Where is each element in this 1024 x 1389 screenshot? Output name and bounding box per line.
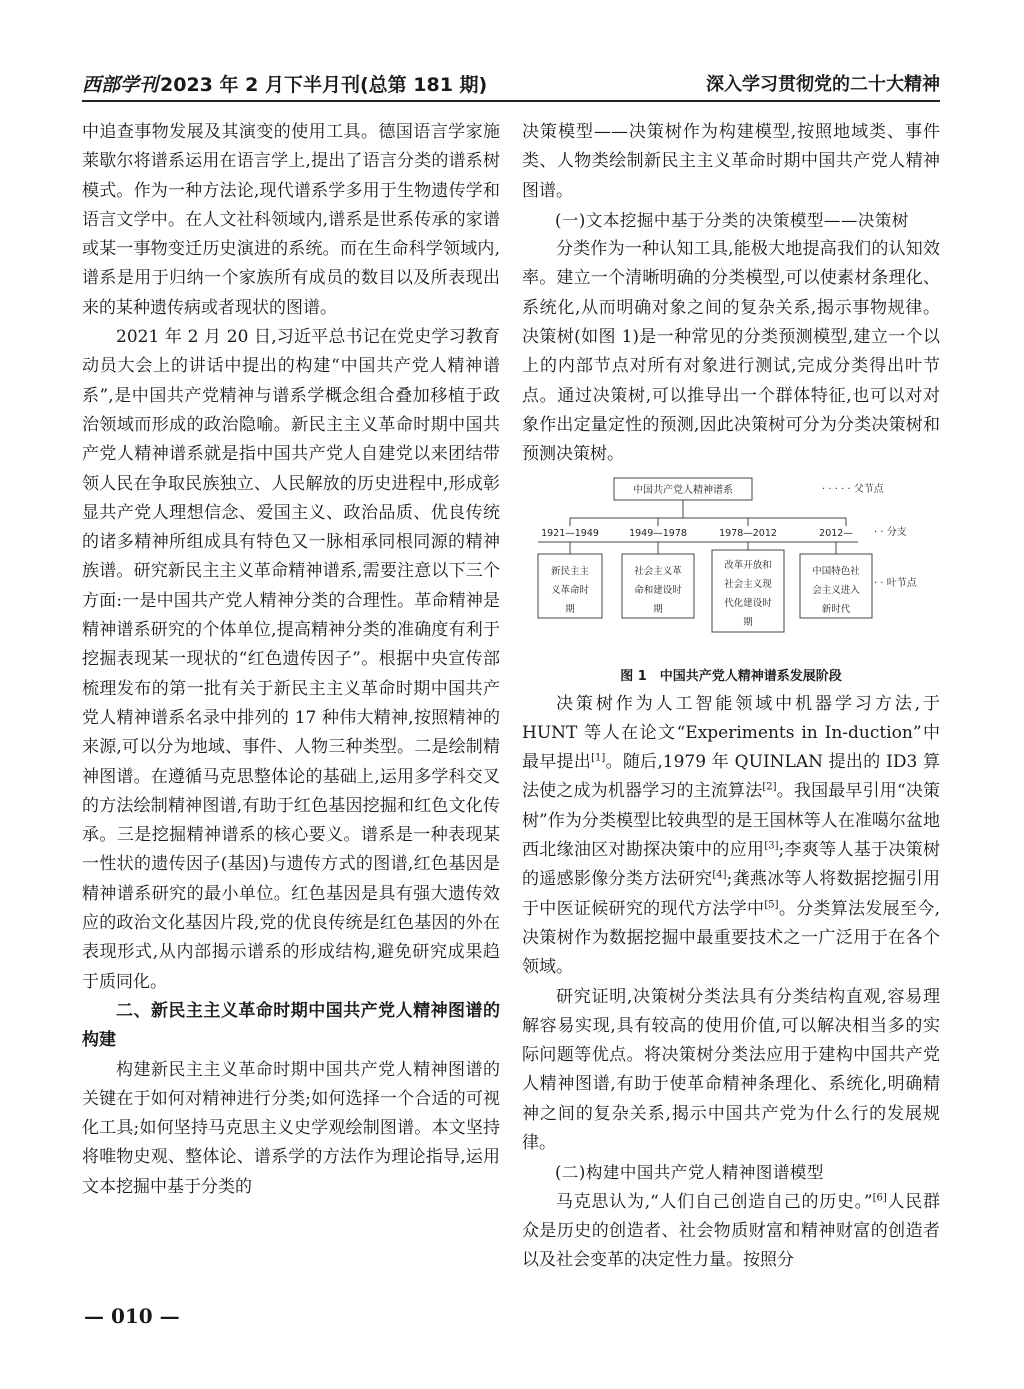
leaf-text: 改革开放和 <box>724 559 772 571</box>
leaf-text: 命和建设时 <box>634 584 682 596</box>
leaf-text: 中国特色社 <box>812 565 860 577</box>
branch-label: 1921—1949 <box>541 527 599 539</box>
leaf-text: 期 <box>653 603 663 615</box>
leaf-text: 期 <box>565 603 575 615</box>
branch-label: 1949—1978 <box>629 527 687 539</box>
leaf-text: 新民主主 <box>550 565 590 577</box>
root-node-label: 中国共产党人精神谱系 <box>633 484 733 496</box>
subsection-heading: (二)构建中国共产党人精神图谱模型 <box>555 1163 824 1183</box>
leaf-text: 期 <box>743 616 753 628</box>
paragraph: 分类作为一种认知工具,能极大地提高我们的认知效率。建立一个清晰明确的分类模型,可以使素材条理化、系统化,从而明确对象之间的复杂关系,揭示事物规律。决策树(如图 1)是一种常见的分类预测模型,建立一个以上的内部节点对所有对象进行测试,完成分类得出叶节点。通过决策树,可以推导出一个群体特征,也可以对对象作出定量定性的预测,因此决策树可分为分类决策树和预测决策树。 <box>522 239 940 465</box>
leaf-text: 新时代 <box>821 603 851 615</box>
paragraph: 2021 年 2 月 20 日,习近平总书记在党史学习教育动员大会上的讲话中提出的构建“中国共产党人精神谱系”,是中国共产党精神与谱系学概念组合叠加移植于政治领域而形成的政治隐喻。新民主主义革命时期中国共产党人精神谱系就是指中国共产党人自建党以来团结带领人民在争取民族独立、人民解放的历史进程中,形成彰显共产党人理想信念、爱国主义、政治品质、优良传统的诸多精神所组成具有特色又一脉相承同根同源的精神族谱。研究新民主主义革命精神谱系,需要注意以下三个方面:一是中国共产党人精神分类的合理性。革命精神是精神谱系研究的个体单位,提高精神分类的准确度有利于挖掘表现某一现状的“红色遗传因子”。根据中央宣传部梳理发布的第一批有关于新民主主义革命时期中国共产党人精神谱系名录中排列的 17 种伟大精神,按照精神的来源,可以分为地域、事件、人物三种类型。二是绘制精神图谱。在遵循马克思整体论的基础上,运用多学科交叉的方法绘制精神图谱,有助于红色基因挖掘和红色文化传承。三是挖掘精神谱系的核心要义。谱系是一种表现某一性状的遗传因子(基因)与遗传方式的图谱,红色基因是精神谱系研究的最小单位。红色基因是具有强大遗传效应的政治文化基因片段,党的优良传统是红色基因的外在表现形式,从内部揭示谱系的形成结构,避免研究成果趋于质同化。 <box>82 327 500 992</box>
paragraph: 决策模型——决策树作为构建模型,按照地域类、事件类、人物类绘制新民主主义革命时期中国共产党人精神图谱。 <box>522 122 940 201</box>
journal-logo: 西部学刊 <box>82 74 159 96</box>
subsection-heading: (一)文本挖掘中基于分类的决策模型——决策树 <box>555 210 909 230</box>
leaf-text: 社会主义现 <box>724 578 772 590</box>
leaf-text: 会主义进入 <box>812 584 860 596</box>
legend-leaf: · · 叶节点 <box>874 577 917 589</box>
paragraph: 决策树作为人工智能领域中机器学习方法,于 HUNT 等人在论文“Experiments in In-duction”中最早提出[1]。随后,1979 年 QUINLAN 提出的 ID3 算法使之成为机器学习的主流算法[2]。我国最早引用“决策树”作为分类模型比较典型的是王国林等人在准噶尔盆地西北缘油区对勘探决策中的应用[3];李爽等人基于决策树的遥感影像分类方法研究[4];龚燕冰等人将数据挖掘引用于中医证候研究的现代方法学中[5]。分类算法发展至今,决策树作为数据挖掘中最重要技术之一广泛用于在各个领域。 <box>522 693 941 978</box>
paragraph: 中追查事物发展及其演变的使用工具。德国语言学家施莱歇尔将谱系运用在语言学上,提出了语言分类的谱系树模式。作为一种方法论,现代谱系学多用于生物遗传学和语言文学中。在人文社科领域内,谱系是世系传承的家谱或某一事物变迁历史演进的系统。而在生命科学领域内,谱系是用于归纳一个家族所有成员的数目以及所表现出来的某种遗传病或者现状的图谱。 <box>82 122 500 318</box>
leaf-text: 代化建设时 <box>724 597 772 609</box>
paragraph: 构建新民主主义革命时期中国共产党人精神图谱的关键在于如何对精神进行分类;如何选择一个合适的可视化工具;如何坚持马克思主义史学观绘制图谱。本文坚持将唯物史观、整体论、谱系学的方法作为理论指导,运用文本挖掘中基于分类的 <box>82 1059 500 1197</box>
figure-caption: 图 1 中国共产党人精神谱系发展阶段 <box>620 668 842 684</box>
issue-info: 2023 年 2 月下半月刊(总第 181 期) <box>160 74 488 96</box>
section-title: 深入学习贯彻党的二十大精神 <box>706 74 940 95</box>
legend-branch: · · 分支 <box>874 526 907 538</box>
tree-diagram <box>522 474 940 662</box>
paragraph: 研究证明,决策树分类法具有分类结构直观,容易理解容易实现,具有较高的使用价值,可以解决相当多的实际问题等优点。将决策树分类法应用于建构中国共产党人精神图谱,有助于使革命精神条理化、系统化,明确精神之间的复杂关系,揭示中国共产党为什么行的发展规律。 <box>522 986 940 1154</box>
page-header <box>82 68 940 102</box>
branch-label: 2012— <box>819 527 853 539</box>
section-heading: 二、新民主主义革命时期中国共产党人精神图谱的构建 <box>82 1000 500 1051</box>
figure-decision-tree <box>522 474 940 662</box>
journal-issue <box>82 70 487 97</box>
branch-label: 1978—2012 <box>719 527 777 539</box>
paragraph: 马克思认为,“人们自己创造自己的历史。”[6]人民群众是历史的创造者、社会物质财富和精神财富的创造者以及社会变革的决定性力量。按照分 <box>522 1191 940 1271</box>
legend-parent: · · · · · 父节点 <box>822 483 884 495</box>
left-column <box>82 118 500 1202</box>
right-column <box>522 118 940 1276</box>
leaf-text: 义革命时 <box>550 584 590 596</box>
page-number: — 010 — <box>84 1304 180 1328</box>
leaf-text: 社会主义革 <box>634 565 682 577</box>
